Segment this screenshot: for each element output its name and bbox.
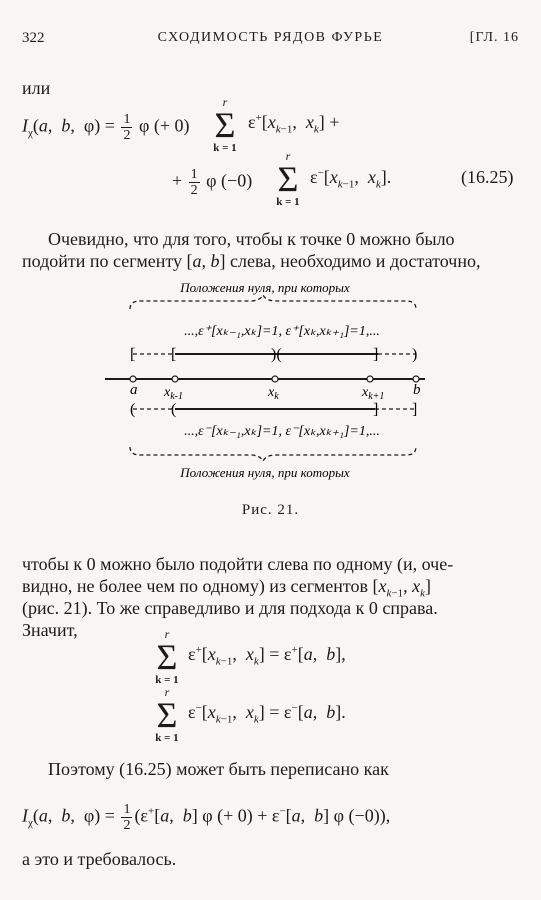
paragraph-2-line-1: чтобы к 0 можно было подойти слева по одному (и, оче- xyxy=(22,554,454,574)
label-xk: $x_k$ xyxy=(268,385,279,402)
upper-bracket-k: )( xyxy=(271,346,282,363)
paragraph-2-line-3: (рис. 21). То же справедливо и для подхода к 0 справа. xyxy=(22,598,438,618)
point-xk+1 xyxy=(367,376,373,382)
sum-sign-4: r Σ k = 1 xyxy=(155,685,179,744)
equation-16-25-line1: $I_\chi(a$, b, φ) = $\frac{1}{2}$ φ (+ 0) xyxy=(22,112,190,143)
lower-bracket-k1: ( xyxy=(171,401,177,418)
top-brace xyxy=(130,295,416,309)
upper-epsilon-row: ...,ε⁺[xₖ₋₁,xₖ]=1, ε⁺[xₖ,xₖ₊₁]=1,... xyxy=(184,324,380,339)
lower-bracket-a: ( xyxy=(130,401,136,418)
lower-epsilon-row: ...,ε⁻[xₖ₋₁,xₖ]=1, ε⁻[xₖ,xₖ₊₁]=1,... xyxy=(184,424,380,439)
paragraph-1-line-2: подойти по сегменту [a, b] слева, необходимо и достаточно, xyxy=(22,251,481,271)
chapter-label: [ГЛ. 16 xyxy=(469,30,519,45)
upper-bracket-b: ) xyxy=(412,346,418,363)
sum-sign-1: r Σ k = 1 xyxy=(213,95,237,154)
identity-minus: $\varepsilon^-[x_{k-1}$, $x_k] = \varepsilon^-[a$, b]. xyxy=(188,702,346,726)
page-header xyxy=(22,30,519,54)
figure-bottom-label: Положения нуля, при которых xyxy=(180,465,350,480)
word-ili: или xyxy=(22,78,51,98)
equation-number: (16.25) xyxy=(461,167,514,187)
equation-16-25-line2: + $\frac{1}{2}$ φ (−0) xyxy=(172,167,253,198)
lower-bracket-k1r: ] xyxy=(373,401,379,418)
page-number: 322 xyxy=(22,30,45,46)
paragraph-1-line-1: Очевидно, что для того, чтобы к точке 0 можно было xyxy=(48,229,455,249)
label-xk-1: $x_{k-1}$ xyxy=(164,385,183,402)
bottom-brace xyxy=(130,447,416,461)
figure-21 xyxy=(100,275,430,490)
point-xk xyxy=(272,376,278,382)
paragraph-3: Поэтому (16.25) может быть переписано как xyxy=(48,759,389,779)
figure-caption: Рис. 21. xyxy=(241,502,300,518)
final-sentence: а это и требовалось. xyxy=(22,849,177,869)
equation-16-25-term2: $\varepsilon^-[x_{k-1}$, $x_k$]. xyxy=(310,167,392,191)
identity-plus: $\varepsilon^+[x_{k-1}$, $x_k] = \varepsilon^+[a$, b], xyxy=(188,644,346,668)
sum-sign-2: r Σ k = 1 xyxy=(276,149,300,208)
upper-bracket-k1r: ] xyxy=(373,346,379,363)
upper-bracket-k1: [ xyxy=(171,346,177,363)
upper-bracket-a: [ xyxy=(130,346,136,363)
label-b: b xyxy=(413,382,421,398)
point-xk-1 xyxy=(172,376,178,382)
final-equation: $I_\chi(a$, b, φ) = $\frac{1}{2}$ (ε+[a, b] φ (+ 0) + ε−[a, b] φ (−0)), xyxy=(22,802,391,833)
equation-16-25-term1: $\varepsilon^+[x_{k-1}$, $x_k$] + xyxy=(248,112,340,136)
figure-top-label: Положения нуля, при которых xyxy=(180,280,350,295)
paragraph-2-line-4: Значит, xyxy=(22,620,78,640)
lower-bracket-b: ] xyxy=(412,401,418,418)
label-a: a xyxy=(130,382,138,398)
paragraph-2-line-2: видно, не более чем по одному) из сегментов [$x_{k-1}$, $x_k$] xyxy=(22,576,432,600)
sum-sign-3: r Σ k = 1 xyxy=(155,627,179,686)
label-xk+1: $x_{k+1}$ xyxy=(362,385,385,402)
running-title: СХОДИМОСТЬ РЯДОВ ФУРЬЕ xyxy=(157,30,384,45)
